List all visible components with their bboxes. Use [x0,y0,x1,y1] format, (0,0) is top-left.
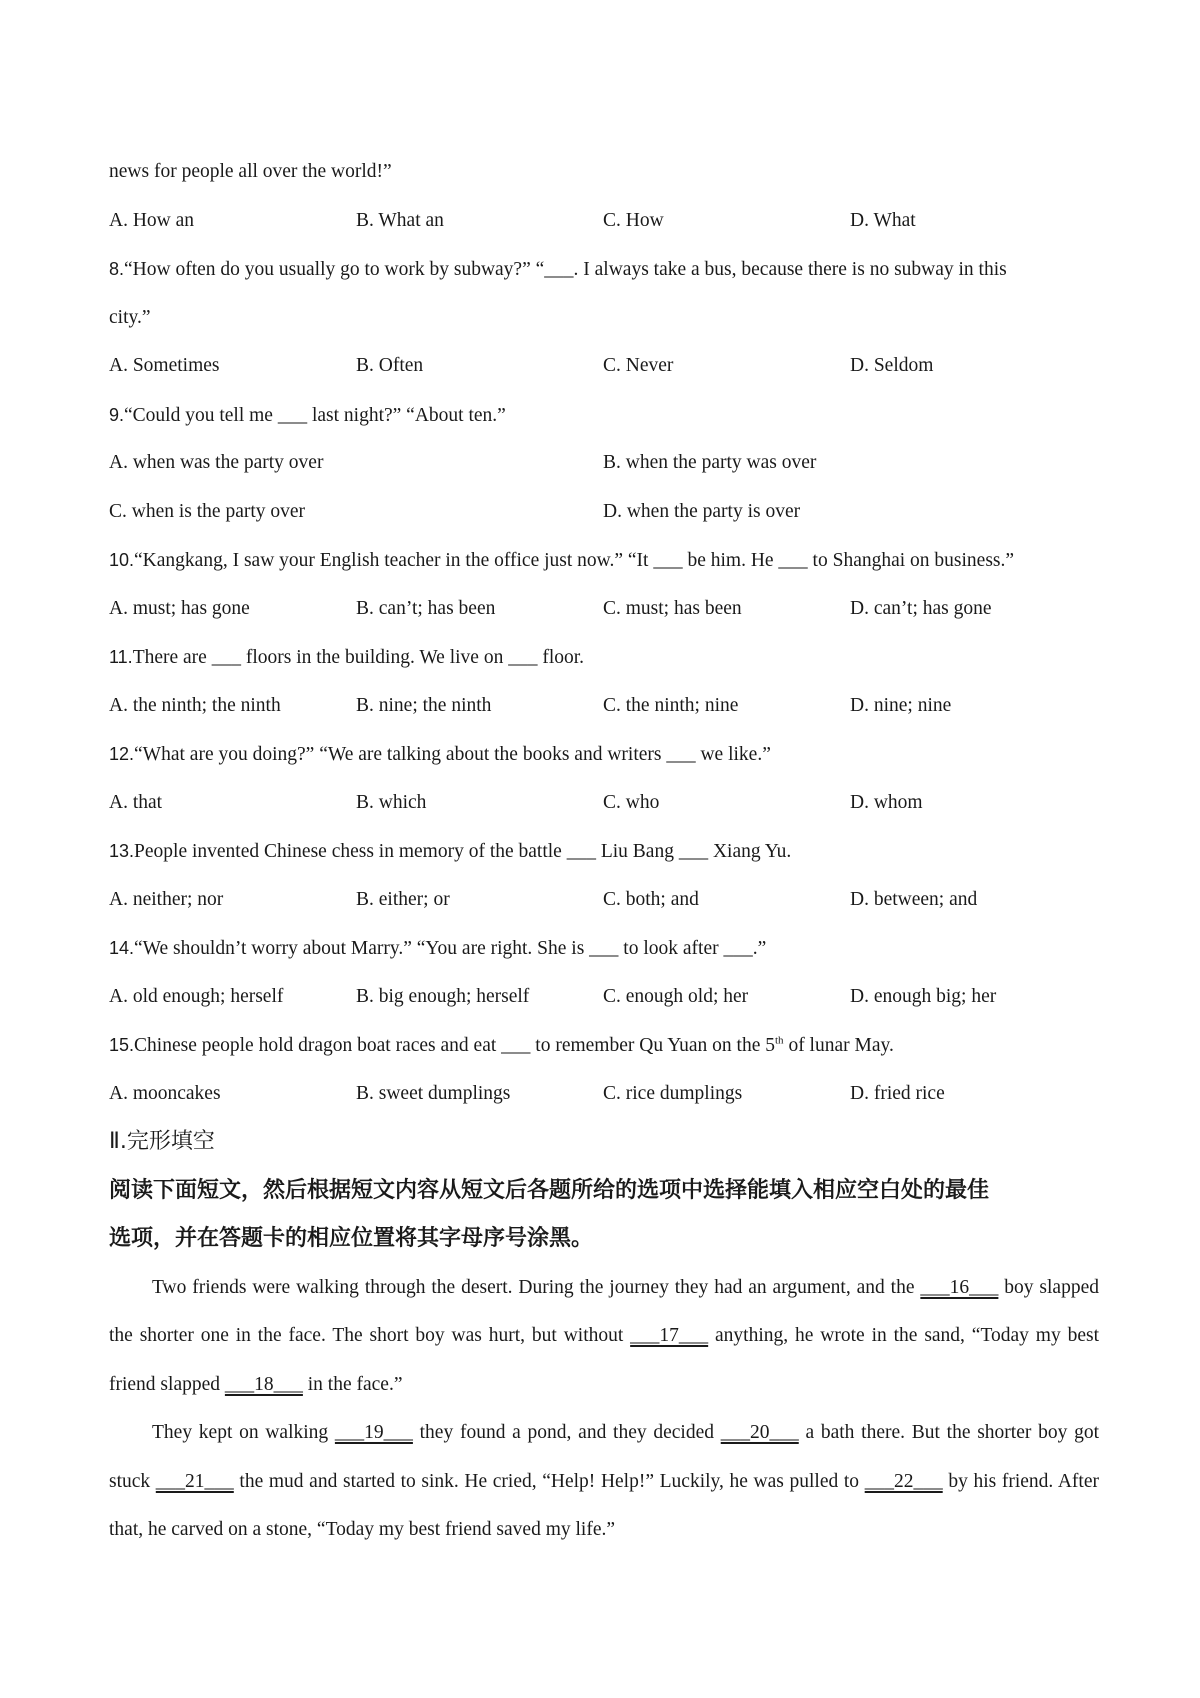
question-8-options [109,342,1099,391]
question-9-options-row2 [109,488,1099,537]
q12-option-c[interactable]: C. who [603,791,660,813]
q15-option-d[interactable]: D. fried rice [850,1082,945,1104]
question-number: 12. [109,744,135,764]
question-11-options [109,682,1099,731]
blank-17[interactable]: ___17___ [630,1325,709,1346]
section-instruction-line1: 阅读下面短文，然后根据短文内容从短文后各题所给的选项中选择能填入相应空白处的最佳 [109,1177,990,1203]
q14-option-b[interactable]: B. big enough; herself [356,985,530,1007]
q7-option-c[interactable]: C. How [603,209,664,231]
q11-option-d[interactable]: D. nine; nine [850,694,952,716]
question-text: “Kangkang, I saw your English teacher in the office just now.” “It ___ be him. He ___ to Shanghai on business.” [134,550,1015,571]
question-14-stem [109,924,1099,973]
q8-option-c[interactable]: C. Never [603,355,674,376]
q12-option-b[interactable]: B. which [356,791,427,813]
passage-text: by his friend. After that, he carved on a stone, “Today my best friend saved my life.” [109,1470,1099,1540]
q11-option-b[interactable]: B. nine; the ninth [356,694,492,716]
passage-text: a bath there. But the shorter boy got stuck [109,1422,1099,1492]
question-8-stem-cont: city.” [109,306,151,328]
q9-option-c[interactable]: C. when is the party over [109,500,306,522]
q12-option-a[interactable]: A. that [109,791,163,813]
q11-option-a[interactable]: A. the ninth; the ninth [109,694,281,716]
question-number: 8. [109,259,125,279]
question-text: “What are you doing?” “We are talking about the books and writers ___ we like.” [134,744,771,765]
blank-22[interactable]: ___22___ [864,1470,943,1492]
question-text: There are ___ floors in the building. We live on ___ floor. [132,647,585,668]
passage-paragraph-2 [109,1409,1099,1555]
question-number: 10. [109,550,135,570]
q9-option-b[interactable]: B. when the party was over [603,452,817,473]
q10-option-a[interactable]: A. must; has gone [109,597,250,619]
q13-option-a[interactable]: A. neither; nor [109,888,224,910]
passage-text: Two friends were walking through the desert. During the journey they had an argument, and the [152,1276,921,1298]
question-10-options [109,585,1099,634]
section-title: Ⅱ.完形填空 [109,1129,215,1154]
question-13-stem [109,827,1099,876]
q9-option-d[interactable]: D. when the party is over [603,500,801,522]
question-13-options [109,876,1099,925]
question-15-options [109,1070,1099,1119]
section-instruction-line2: 选项，并在答题卡的相应位置将其字母序号涂黑。 [109,1226,594,1251]
blank-18[interactable]: ___18___ [224,1373,303,1395]
q11-option-c[interactable]: C. the ninth; nine [603,694,739,716]
question-number: 9. [109,404,125,425]
blank-20[interactable]: ___20___ [720,1422,799,1443]
q8-option-b[interactable]: B. Often [356,355,424,376]
superscript: th [775,1034,784,1047]
question-text: People invented Chinese chess in memory of the battle ___ Liu Bang ___ Xiang Yu. [134,841,792,862]
question-7-options [109,197,1099,246]
question-number: 11. [109,647,133,667]
passage-text: anything, he wrote in the sand, “Today my best friend slapped [109,1325,1099,1395]
question-text: “Could you tell me ___ last night?” “About ten.” [124,404,506,426]
q8-option-d[interactable]: D. Seldom [850,355,934,376]
question-10-stem [109,536,1099,585]
question-14-options [109,973,1099,1022]
q14-option-a[interactable]: A. old enough; herself [109,985,284,1007]
q8-option-a[interactable]: A. Sometimes [109,355,220,376]
question-8-stem [109,245,1099,294]
passage-paragraph-1 [109,1264,1099,1410]
q13-option-b[interactable]: B. either; or [356,888,450,910]
q13-option-c[interactable]: C. both; and [603,888,699,910]
question-number: 14. [109,938,135,958]
q7-option-d[interactable]: D. What [850,209,916,231]
q10-option-d[interactable]: D. can’t; has gone [850,597,992,619]
question-text-end: of lunar May. [783,1035,894,1056]
q10-option-b[interactable]: B. can’t; has been [356,597,496,619]
question-text: “How often do you usually go to work by subway?” “___. I always take a bus, because there is no subway in this [124,259,1007,280]
blank-21[interactable]: ___21___ [155,1470,234,1492]
question-number: 13. [109,841,135,861]
q13-option-d[interactable]: D. between; and [850,888,978,910]
q15-option-a[interactable]: A. mooncakes [109,1082,221,1104]
q15-option-c[interactable]: C. rice dumplings [603,1082,743,1104]
passage-text: boy slapped the shorter one in the face. The short boy was hurt, but without [109,1276,1099,1346]
question-12-stem [109,730,1099,779]
q14-option-d[interactable]: D. enough big; her [850,985,997,1007]
q9-option-a[interactable]: A. when was the party over [109,452,324,473]
question-9-stem [109,391,1099,440]
question-number: 15. [109,1035,135,1055]
q12-option-d[interactable]: D. whom [850,791,923,813]
q14-option-c[interactable]: C. enough old; her [603,985,749,1007]
q10-option-c[interactable]: C. must; has been [603,597,742,619]
question-11-stem [109,633,1099,682]
blank-16[interactable]: ___16___ [920,1276,999,1298]
q7-option-a[interactable]: A. How an [109,209,195,231]
question-9-options-row1 [109,439,1099,488]
cloze-passage [109,1264,1099,1555]
question-7-stem-end: news for people all over the world!” [109,161,392,182]
question-text: Chinese people hold dragon boat races and eat ___ to remember Qu Yuan on the 5 [134,1035,775,1056]
passage-text: in the face.” [302,1373,403,1395]
passage-text: They kept on walking [152,1422,335,1443]
question-12-options [109,779,1099,828]
q15-option-b[interactable]: B. sweet dumplings [356,1082,511,1104]
passage-text: the mud and started to sink. He cried, “Help! Help!” Luckily, he was pulled to [233,1470,865,1492]
page-content [109,148,1099,1555]
question-text: “We shouldn’t worry about Marry.” “You are right. She is ___ to look after ___.” [134,938,767,959]
question-15-stem [109,1021,1099,1070]
q7-option-b[interactable]: B. What an [356,209,444,231]
blank-19[interactable]: ___19___ [334,1422,413,1443]
passage-text: they found a pond, and they decided [412,1422,721,1443]
